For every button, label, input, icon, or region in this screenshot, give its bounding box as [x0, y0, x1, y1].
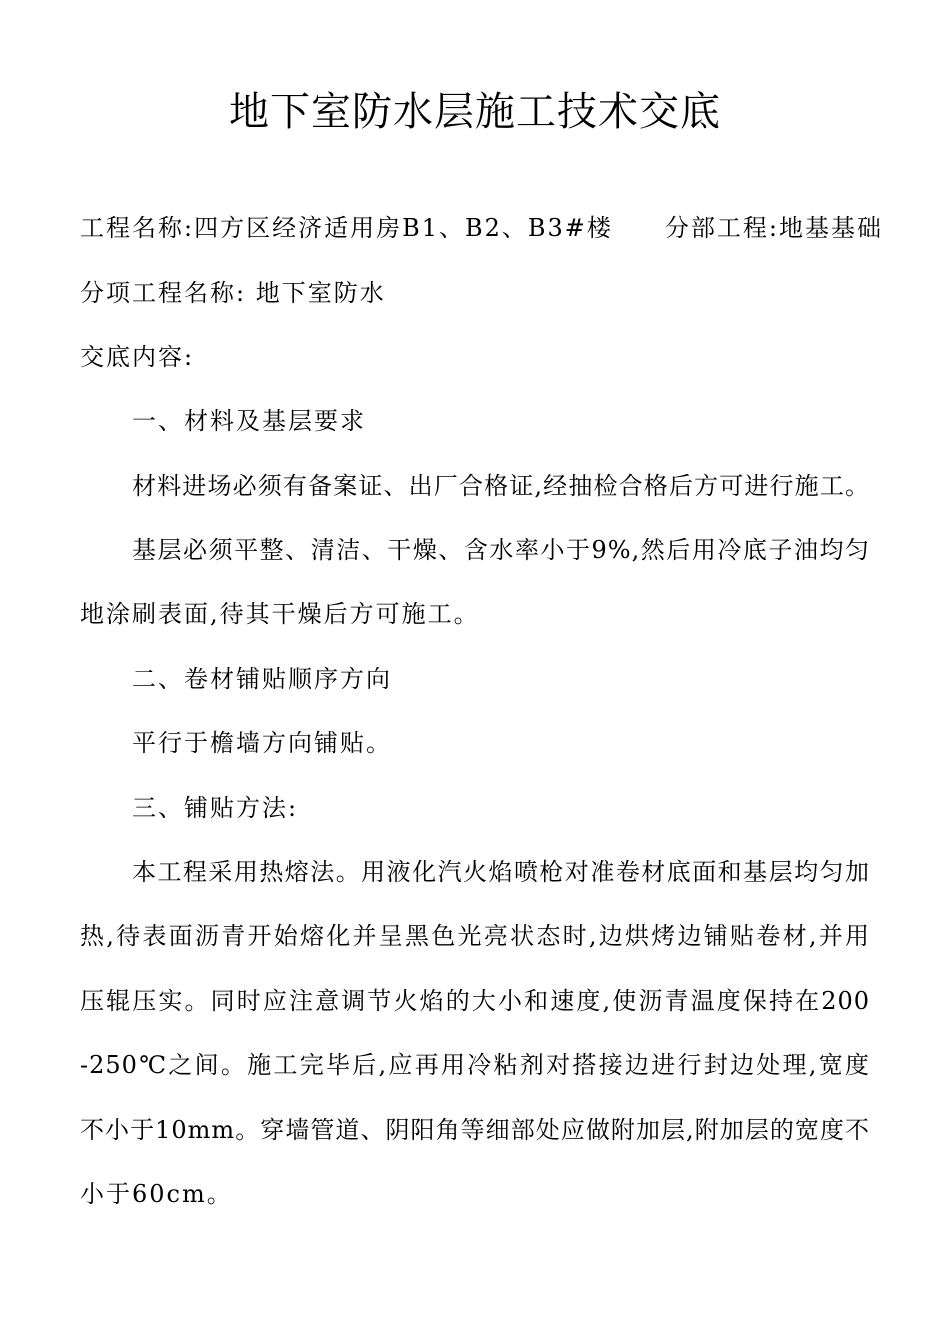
subitem-value: 地下室防水 [255, 279, 386, 307]
section-3-line-4: -250℃之间。施工完毕后,应再用冷粘剂对搭接边进行封边处理,宽度 [80, 1051, 870, 1079]
section-3-line-2: 热,待表面沥青开始熔化并呈黑色光亮状态时,边烘烤边铺贴卷材,并用 [80, 922, 870, 950]
section-3-line-5: 不小于10mm。穿墙管道、阴阳角等细部处应做附加层,附加层的宽度不 [80, 1116, 870, 1144]
division-label: 分部工程: [664, 214, 780, 242]
section-3-line-1: 本工程采用热熔法。用液化汽火焰喷枪对准卷材底面和基层均匀加 [132, 858, 870, 886]
division-value: 地基基础 [779, 214, 884, 242]
project-name-label: 工程名称: [80, 214, 195, 242]
content-label: 交底内容: [80, 343, 195, 371]
project-name-value: 四方区经济适用房B1、B2、B3#楼 [194, 214, 613, 242]
document-title: 地下室防水层施工技术交底 [229, 89, 721, 135]
section-2-paragraph: 平行于檐墙方向铺贴。 [132, 729, 392, 757]
section-1-paragraph-2-line-2: 地涂刷表面,待其干燥后方可施工。 [80, 600, 480, 628]
subitem-line [80, 277, 386, 309]
section-2-heading: 二、卷材铺贴顺序方向 [132, 665, 392, 693]
section-3-heading: 三、铺贴方法: [132, 794, 299, 822]
section-1-paragraph-1: 材料进场必须有备案证、出厂合格证,经抽检合格后方可进行施工。 [132, 472, 870, 500]
section-1-paragraph-2-line-1: 基层必须平整、清洁、干燥、含水率小于9%,然后用冷底子油均匀 [132, 536, 870, 564]
section-3-line-6: 小于60cm。 [80, 1180, 233, 1208]
section-1-heading: 一、材料及基层要求 [132, 407, 366, 435]
project-info-line [80, 212, 883, 244]
subitem-label: 分项工程名称: [80, 279, 247, 307]
section-3-line-3: 压辊压实。同时应注意调节火焰的大小和速度,使沥青温度保持在200 [80, 987, 870, 1015]
